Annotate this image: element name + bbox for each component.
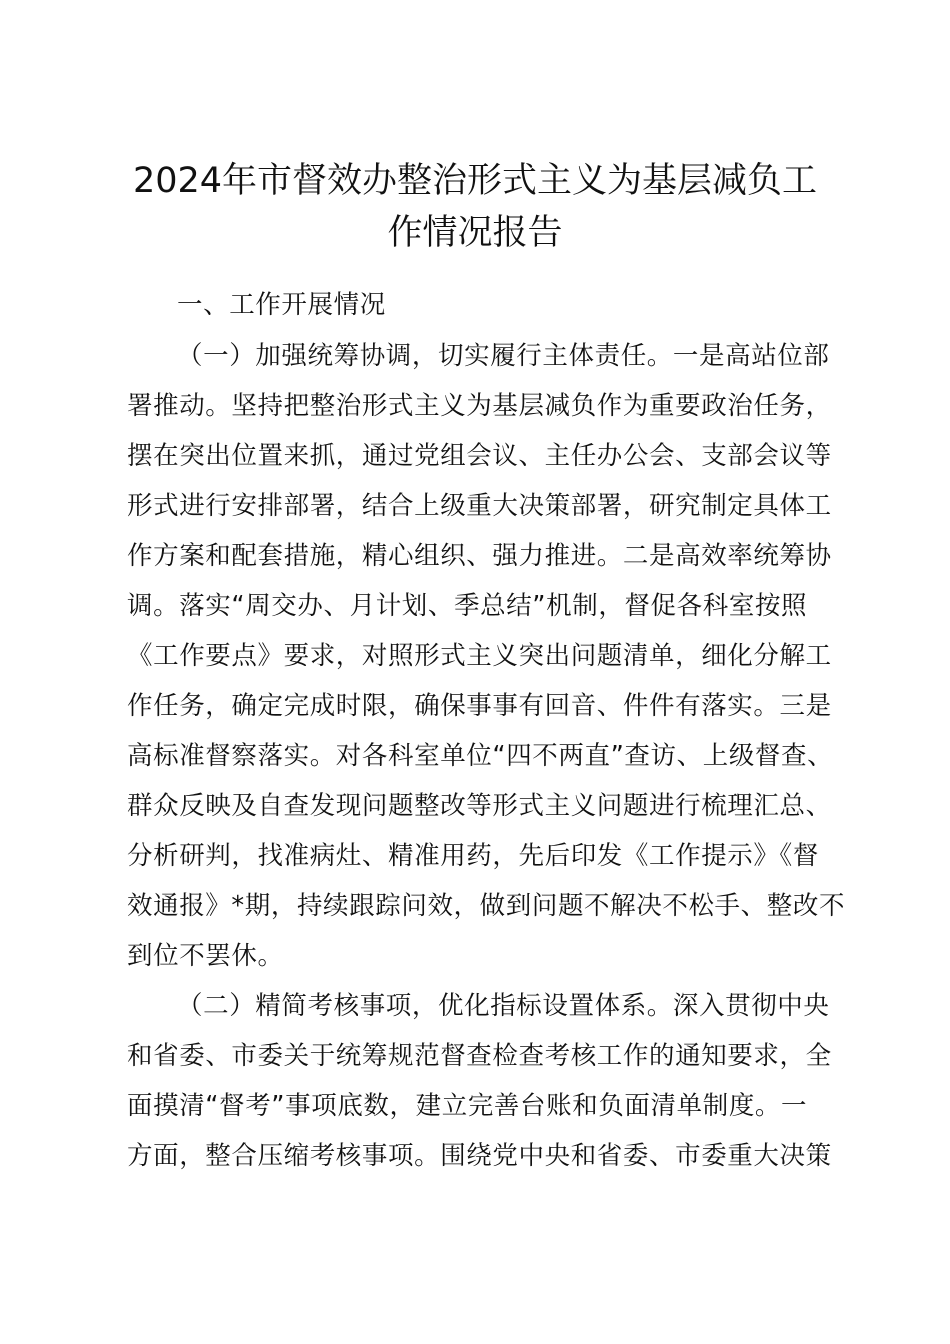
paragraph-1-line: 群众反映及自查发现问题整改等形式主义问题进行梳理汇总、: [127, 791, 832, 821]
paragraph-1-line: （一）加强统筹协调，切实履行主体责任。一是高站位部: [177, 341, 830, 371]
paragraph-2-line: 和省委、市委关于统筹规范督查检查考核工作的通知要求，全: [127, 1041, 832, 1071]
paragraph-1-line: 摆在突出位置来抓，通过党组会议、主任办公会、支部会议等: [127, 441, 832, 471]
paragraph-1-line: 署推动。坚持把整治形式主义为基层减负作为重要政治任务，: [127, 391, 832, 421]
paragraph-1-line: 调。落实“周交办、月计划、季总结”机制，督促各科室按照: [127, 591, 808, 621]
paragraph-1-line: 效通报》*期，持续跟踪问效，做到问题不解决不松手、整改不: [127, 891, 846, 921]
paragraph-1-line: 分析研判，找准病灶、精准用药，先后印发《工作提示》《督: [127, 841, 819, 871]
paragraph-1-line: 到位不罢休。: [127, 941, 284, 971]
paragraph-2-line: 方面，整合压缩考核事项。围绕党中央和省委、市委重大决策: [127, 1141, 832, 1171]
document-title-line-2: 作情况报告: [387, 213, 563, 253]
paragraph-1-line: 形式进行安排部署，结合上级重大决策部署，研究制定具体工: [127, 491, 832, 521]
section-heading: 一、工作开展情况: [177, 290, 386, 320]
paragraph-2-line: 面摸清“督考”事项底数，建立完善台账和负面清单制度。一: [127, 1091, 808, 1121]
paragraph-1-line: 作方案和配套措施，精心组织、强力推进。二是高效率统筹协: [127, 541, 832, 571]
paragraph-1-line: 《工作要点》要求，对照形式主义突出问题清单，细化分解工: [127, 641, 832, 671]
paragraph-2-line: （二）精简考核事项，优化指标设置体系。深入贯彻中央: [177, 991, 830, 1021]
paragraph-1-line: 高标准督察落实。对各科室单位“四不两直”查访、上级督查、: [127, 741, 834, 771]
paragraph-1-line: 作任务，确定完成时限，确保事事有回音、件件有落实。三是: [127, 691, 832, 721]
document-title-line-1: 2024年市督效办整治形式主义为基层减负工: [132, 161, 818, 201]
